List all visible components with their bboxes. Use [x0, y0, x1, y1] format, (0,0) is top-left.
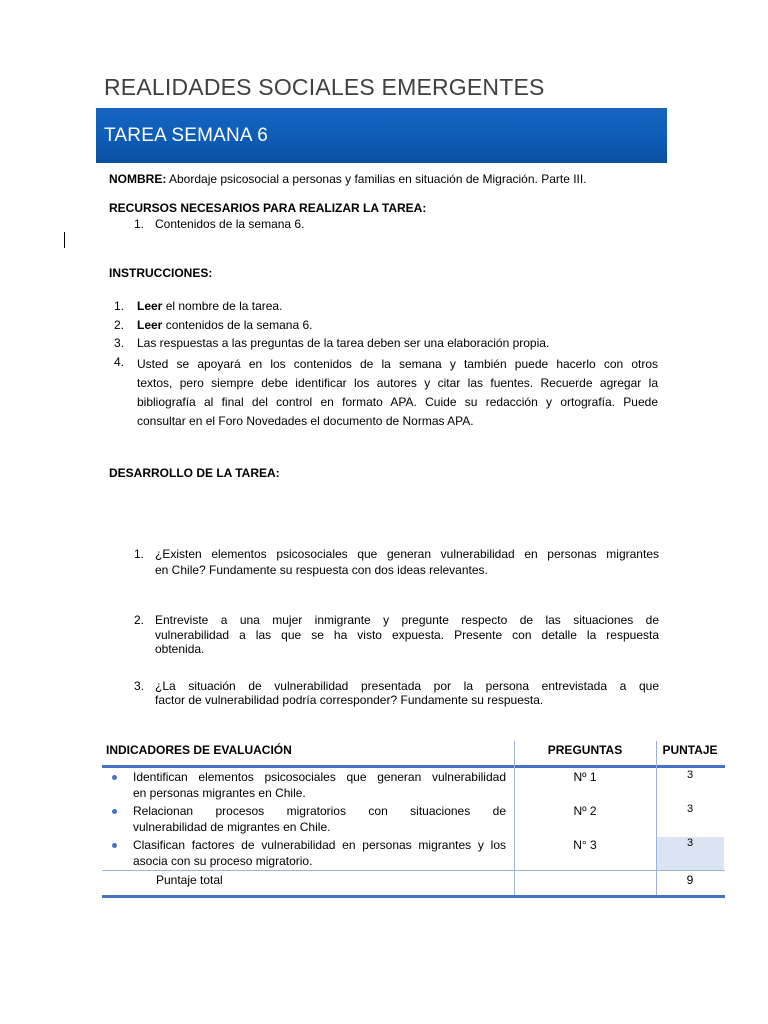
pregunta-2: Nº 2 — [573, 804, 597, 818]
bullet-icon — [112, 843, 117, 848]
puntaje-2: 3 — [686, 803, 694, 815]
pregunta-3: N° 3 — [573, 838, 597, 852]
table-header-puntaje: PUNTAJE — [662, 743, 718, 757]
table-row-rule — [102, 870, 725, 871]
indicator-2-line-2: vulnerabilidad de migrantes en Chile. — [133, 820, 331, 834]
table-bottom-rule — [102, 895, 725, 898]
bullet-icon — [112, 809, 117, 814]
task-banner — [96, 108, 667, 163]
puntaje-1: 3 — [686, 769, 694, 781]
recursos-heading: RECURSOS NECESARIOS PARA REALIZAR LA TAREA: — [109, 201, 427, 215]
question-2-line-3: obtenida. — [155, 642, 205, 656]
table-header-rule — [102, 765, 725, 768]
instruccion-4-line-1: Usted se apoyará en los contenidos de la semana y también puede hacerlo con otros — [137, 357, 658, 371]
table-col-divider-2 — [656, 741, 657, 895]
question-number-2: 2. — [133, 613, 144, 627]
total-value: 9 — [686, 873, 694, 887]
indicator-2-line-1: Relacionan procesos migratorios con situaciones de — [133, 804, 506, 818]
instruccion-item-2 — [137, 318, 312, 332]
instruccion-text-1: el nombre de la tarea. — [162, 299, 283, 313]
instruccion-4-line-3: bibliografía al final del control en formato APA. Cuide su redacción y ortografía. Puede — [137, 395, 658, 409]
question-number-1: 1. — [133, 547, 144, 561]
question-1-line-1: ¿Existen elementos psicosociales que generan vulnerabilidad en personas migrantes — [155, 547, 659, 561]
text-cursor — [64, 232, 65, 248]
instruccion-item-1 — [137, 299, 282, 313]
table-col-divider-1 — [514, 741, 515, 895]
total-label: Puntaje total — [156, 873, 223, 887]
recursos-item-text: Contenidos de la semana 6. — [155, 217, 305, 231]
instruccion-text-3: Las respuestas a las preguntas de la tarea deben ser una elaboración propia. — [137, 336, 550, 350]
instruccion-bold-2: Leer — [137, 318, 163, 332]
page-title: REALIDADES SOCIALES EMERGENTES — [104, 74, 545, 100]
question-1-line-2: en Chile? Fundamente su respuesta con dos ideas relevantes. — [155, 563, 488, 577]
indicator-3-line-2: asocia con su proceso migratorio. — [133, 854, 313, 868]
instruccion-number-4: 4. — [113, 355, 124, 369]
question-2-line-2: vulnerabilidad a las que se ha visto expuesta. Presente con detalle la respuesta — [155, 628, 659, 642]
desarrollo-heading: DESARROLLO DE LA TAREA: — [109, 466, 280, 480]
banner-title: TAREA SEMANA 6 — [104, 125, 269, 146]
instruccion-number-2: 2. — [113, 318, 124, 332]
question-number-3: 3. — [133, 679, 144, 693]
instrucciones-heading: INSTRUCCIONES: — [109, 266, 213, 280]
instruccion-4-line-2: textos, pero siempre debe identificar los autores y citar las fuentes. Recuerde agregar la — [137, 376, 658, 390]
recursos-item-number: 1. — [133, 217, 144, 231]
nombre-label: NOMBRE: — [109, 172, 167, 186]
table-header-preguntas: PREGUNTAS — [547, 743, 623, 757]
instruccion-item-3 — [137, 336, 549, 350]
instruccion-bold-1: Leer — [137, 299, 163, 313]
puntaje-3: 3 — [686, 837, 694, 849]
bullet-icon — [112, 775, 117, 780]
nombre-line — [109, 172, 587, 186]
indicator-1-line-2: en personas migrantes en Chile. — [133, 786, 306, 800]
indicator-3-line-1: Clasifican factores de vulnerabilidad en personas migrantes y los — [133, 838, 506, 852]
instruccion-text-2: contenidos de la semana 6. — [162, 318, 313, 332]
table-header-indicadores: INDICADORES DE EVALUACIÓN — [106, 743, 292, 757]
question-3-line-2: factor de vulnerabilidad podría corresponder? Fundamente su respuesta. — [155, 693, 544, 707]
nombre-value: Abordaje psicosocial a personas y familias en situación de Migración. Parte III. — [166, 172, 587, 186]
question-2-line-1: Entreviste a una mujer inmigrante y pregunte respecto de las situaciones de — [155, 613, 659, 627]
instruccion-4-line-4: consultar en el Foro Novedades el documento de Normas APA. — [137, 414, 474, 428]
pregunta-1: Nº 1 — [573, 770, 597, 784]
instruccion-number-3: 3. — [113, 336, 124, 350]
indicator-1-line-1: Identifican elementos psicosociales que generan vulnerabilidad — [133, 770, 506, 784]
question-3-line-1: ¿La situación de vulnerabilidad presentada por la persona entrevistada a que — [155, 679, 659, 693]
instruccion-number-1: 1. — [113, 299, 124, 313]
